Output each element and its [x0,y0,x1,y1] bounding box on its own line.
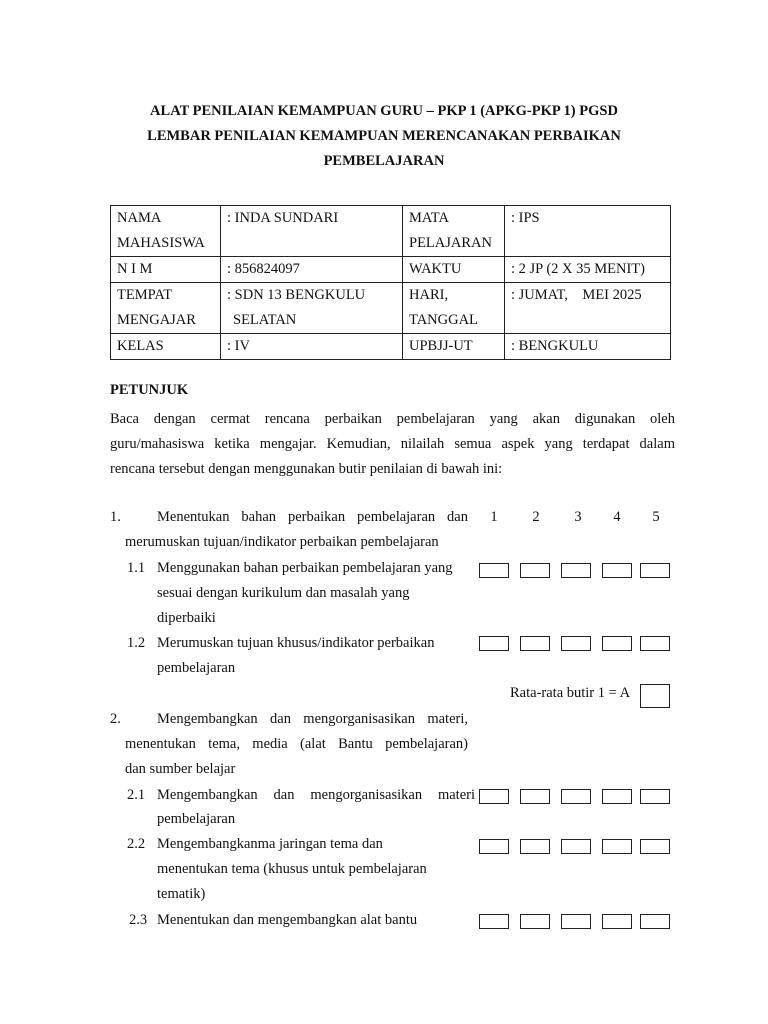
score-box-2-3-d[interactable] [602,914,632,929]
score-box-2-1-d[interactable] [602,789,632,804]
table-row [111,283,671,334]
hari-value: : JUMAT, MEI 2025 [505,283,671,334]
item-2-2-line-3: tematik) [157,886,206,902]
document-title-line-1: ALAT PENILAIAN KEMAMPUAN GURU – PKP 1 (APKG-PKP 1) PGSD [150,103,618,119]
nama-label: NAMA MAHASISWA [111,206,221,257]
score-box-2-1-a[interactable] [479,789,509,804]
score-box-1-2-e[interactable] [640,636,670,651]
item-1-1-line-3: diperbaiki [157,610,216,626]
score-box-2-2-a[interactable] [479,839,509,854]
score-box-2-1-b[interactable] [520,789,550,804]
table-row [111,257,671,283]
score-box-1-1-d[interactable] [602,563,632,578]
score-box-2-1-e[interactable] [640,789,670,804]
petunjuk-line-1: Baca dengan cermat rencana perbaikan pembelajaran yang akan digunakan oleh [110,411,675,427]
score-box-1-1-e[interactable] [640,563,670,578]
item-1-1-number: 1.1 [127,560,146,576]
score-box-2-2-c[interactable] [561,839,591,854]
hari-label: HARI, TANGGAL [403,283,505,334]
kelas-value: : IV [221,334,403,360]
score-box-1-2-b[interactable] [520,636,550,651]
score-box-1-1-b[interactable] [520,563,550,578]
item-2-1-number: 2.1 [127,787,146,803]
table-row [111,206,671,257]
score-box-1-2-d[interactable] [602,636,632,651]
tempat-value: : SDN 13 BENGKULU SELATAN [221,283,403,334]
scale-label-4: 4 [613,509,621,525]
waktu-value: : 2 JP (2 X 35 MENIT) [505,257,671,283]
scale-label-5: 5 [652,509,660,525]
kelas-label: KELAS [111,334,221,360]
document-title-line-3: PEMBELAJARAN [323,153,445,169]
score-box-2-3-a[interactable] [479,914,509,929]
item-2-2-line-2: menentukan tema (khusus untuk pembelajaran [157,861,427,877]
item-1-2-line-2: pembelajaran [157,660,236,676]
waktu-label: WAKTU [403,257,505,283]
score-box-2-2-d[interactable] [602,839,632,854]
upbjj-value: : BENGKULU [505,334,671,360]
mapel-value: : IPS [505,206,671,257]
table-row [111,334,671,360]
scale-label-1: 1 [490,509,498,525]
item-2-3-number: 2.3 [129,912,148,928]
score-box-2-3-c[interactable] [561,914,591,929]
item-2-1-line-2: pembelajaran [157,811,236,827]
nama-value: : INDA SUNDARI [221,206,403,257]
nim-label: N I M [111,257,221,283]
item-1-line-1: Menentukan bahan perbaikan pembelajaran dan [157,509,468,525]
item-2-number: 2. [110,711,121,727]
item-1-2-number: 1.2 [127,635,146,651]
item-1-number: 1. [110,509,121,525]
score-box-2-2-b[interactable] [520,839,550,854]
nim-value: : 856824097 [221,257,403,283]
scale-label-2: 2 [532,509,540,525]
item-2-2-number: 2.2 [127,836,146,852]
identity-table [110,205,671,360]
tempat-label: TEMPAT MENGAJAR [111,283,221,334]
item-1-1-line-2: sesuai dengan kurikulum dan masalah yang [157,585,410,601]
item-2-line-2: menentukan tema, media (alat Bantu pembelajaran) [125,736,468,752]
upbjj-label: UPBJJ-UT [403,334,505,360]
score-box-2-3-b[interactable] [520,914,550,929]
item-1-1-line-1: Menggunakan bahan perbaikan pembelajaran yang [157,560,453,576]
score-box-1-1-c[interactable] [561,563,591,578]
average-1-label: Rata-rata butir 1 = A [510,685,631,701]
petunjuk-line-2: guru/mahasiswa ketika mengajar. Kemudian, nilailah semua aspek yang terdapat dalam [110,436,675,452]
petunjuk-line-3: rencana tersebut dengan menggunakan butir penilaian di bawah ini: [110,461,503,477]
score-box-2-2-e[interactable] [640,839,670,854]
average-1-box[interactable] [640,684,670,708]
score-box-1-2-c[interactable] [561,636,591,651]
item-2-2-line-1: Mengembangkanma jaringan tema dan [157,836,383,852]
document-title-line-2: LEMBAR PENILAIAN KEMAMPUAN MERENCANAKAN PERBAIKAN [147,128,621,144]
item-2-line-3: dan sumber belajar [125,761,236,777]
item-1-2-line-1: Merumuskan tujuan khusus/indikator perbaikan [157,635,435,651]
score-box-1-2-a[interactable] [479,636,509,651]
item-2-3-line-1: Menentukan dan mengembangkan alat bantu [157,912,418,928]
item-1-line-2: merumuskan tujuan/indikator perbaikan pembelajaran [125,534,439,550]
petunjuk-heading: PETUNJUK [110,382,189,398]
item-2-1-line-1: Mengembangkan dan mengorganisasikan materi [157,787,475,803]
score-box-2-3-e[interactable] [640,914,670,929]
item-2-line-1: Mengembangkan dan mengorganisasikan materi, [157,711,468,727]
mapel-label: MATA PELAJARAN [403,206,505,257]
score-box-1-1-a[interactable] [479,563,509,578]
scale-label-3: 3 [574,509,582,525]
score-box-2-1-c[interactable] [561,789,591,804]
